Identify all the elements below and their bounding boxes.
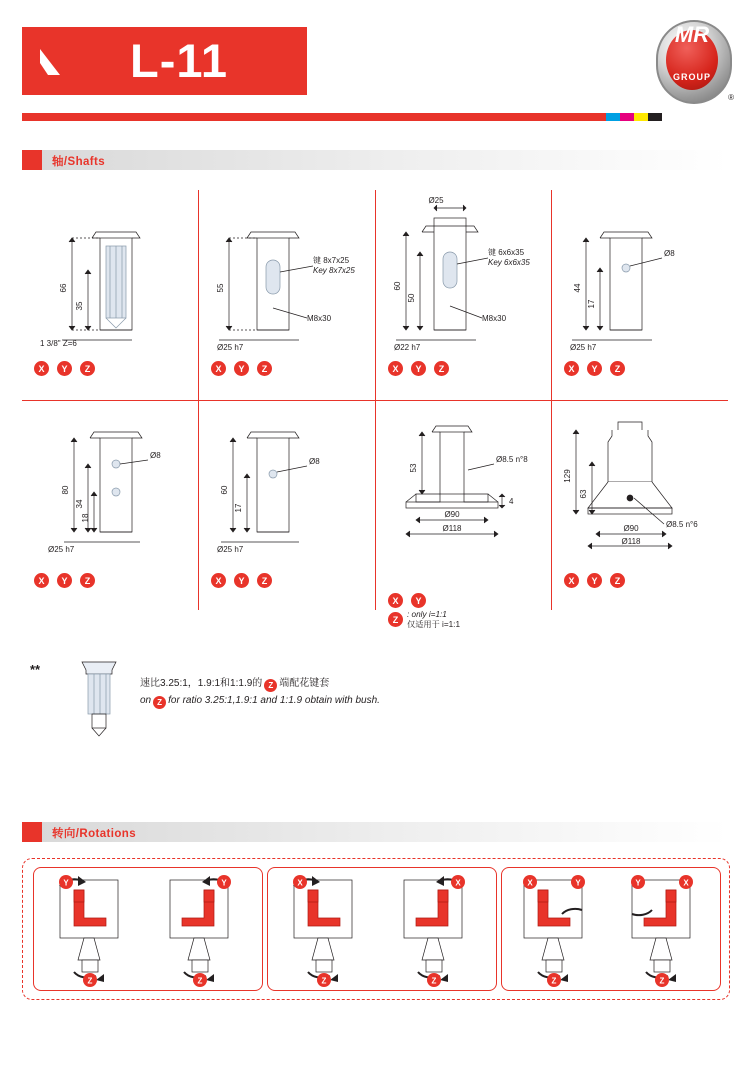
rotation-diagram-4 xyxy=(382,868,492,990)
badge-z: Z xyxy=(257,573,272,588)
badges-4 xyxy=(564,361,625,376)
footnote-cn-b: 端配花键套 xyxy=(279,678,330,689)
rotation-cell-5 xyxy=(502,868,612,990)
badge-z: Z xyxy=(610,361,625,376)
dia-25h7: Ø25 h7 xyxy=(217,343,244,352)
holes-8: Ø8.5 n°8 xyxy=(496,455,528,464)
brand-logo xyxy=(650,14,734,110)
z-note-it: : only i=1:1 xyxy=(407,610,447,619)
chevron-icon xyxy=(38,47,68,77)
page-header xyxy=(0,0,750,130)
footnote-cn-a: 速比3.25:1，1.9:1和1:1.9的 xyxy=(140,678,263,689)
rot-label-top-right: X xyxy=(683,878,689,888)
dim-4: 4 xyxy=(509,497,514,506)
badge-x: X xyxy=(34,573,49,588)
badge-z: Z xyxy=(610,573,625,588)
dia-25h7: Ø25 h7 xyxy=(570,343,597,352)
badge-y: Y xyxy=(411,593,426,608)
badges-6 xyxy=(211,573,272,588)
holes-6: Ø8.5 n°6 xyxy=(666,520,698,529)
badge-z: Z xyxy=(434,361,449,376)
dia-8: Ø8 xyxy=(309,457,320,466)
badge-z-inline-2: Z xyxy=(153,696,166,709)
badge-x: X xyxy=(564,573,579,588)
dia-25h7: Ø25 h7 xyxy=(48,545,75,554)
section-marker-icon-2 xyxy=(22,822,42,842)
badge-x: X xyxy=(34,361,49,376)
shaft-cell-5 xyxy=(22,402,198,612)
rot-label-top: Y xyxy=(63,878,69,888)
footnote-en-b: for ratio 3.25:1,1.9:1 and 1:1.9 obtain with bush. xyxy=(168,695,380,706)
shaft-cell-7 xyxy=(376,402,552,632)
badge-x: X xyxy=(564,361,579,376)
shaft-drawing-8 xyxy=(552,402,728,572)
rot-label-top-left: Y xyxy=(635,878,641,888)
shaft-cell-1 xyxy=(22,190,198,400)
rotation-group-3 xyxy=(501,867,721,991)
rot-label-bottom: Z xyxy=(87,976,93,986)
rotation-cell-2 xyxy=(148,868,258,990)
shaft-drawing-5 xyxy=(22,402,198,572)
z-note-block xyxy=(388,610,460,630)
dia-22h7: Ø22 h7 xyxy=(394,343,421,352)
badges-2 xyxy=(211,361,272,376)
rot-label-top: X xyxy=(297,878,303,888)
shaft-drawing-3 xyxy=(376,190,552,360)
footnote-stars: ** xyxy=(30,662,41,677)
footnote-block xyxy=(22,650,728,760)
cmyk-marks xyxy=(606,113,662,121)
rotation-cell-6 xyxy=(610,868,720,990)
badge-x: X xyxy=(388,361,403,376)
dim-34: 34 xyxy=(75,499,84,509)
dim-35: 35 xyxy=(75,301,84,311)
dim-50: 50 xyxy=(407,293,416,303)
dim-44: 44 xyxy=(573,283,582,293)
rotation-group-1 xyxy=(33,867,263,991)
dim-18: 18 xyxy=(81,513,90,523)
rotation-diagram-6 xyxy=(610,868,720,990)
footnote-en-a: on xyxy=(140,695,152,706)
badge-z: Z xyxy=(388,612,403,627)
rot-label-bottom: Z xyxy=(659,976,665,986)
shaft-cell-3 xyxy=(376,190,552,400)
badges-5 xyxy=(34,573,95,588)
rotation-cell-1 xyxy=(38,868,148,990)
badge-x: X xyxy=(211,361,226,376)
badges-1 xyxy=(34,361,95,376)
shaft-drawing-2 xyxy=(199,190,375,360)
dim-60: 60 xyxy=(220,485,229,495)
header-rule xyxy=(22,113,606,121)
badge-y: Y xyxy=(587,361,602,376)
dia-118: Ø118 xyxy=(621,537,641,546)
footnote-line-en xyxy=(140,695,380,709)
badge-z-inline: Z xyxy=(264,679,277,692)
dim-55: 55 xyxy=(216,283,225,293)
dia-90: Ø90 xyxy=(623,524,639,533)
shaft-drawing-4 xyxy=(552,190,728,360)
shafts-grid xyxy=(22,190,728,629)
rot-label-bottom: Z xyxy=(197,976,203,986)
section-header-rotations xyxy=(22,822,728,842)
rotation-diagram-2 xyxy=(148,868,258,990)
shaft-cell-4 xyxy=(552,190,728,400)
dim-63: 63 xyxy=(579,489,588,499)
dim-17: 17 xyxy=(587,299,596,309)
bush-icon xyxy=(74,656,124,742)
dim-17: 17 xyxy=(234,503,243,513)
dim-129: 129 xyxy=(563,469,572,483)
badge-x: X xyxy=(211,573,226,588)
badge-x: X xyxy=(388,593,403,608)
rotation-group-2 xyxy=(267,867,497,991)
rotation-diagram-3 xyxy=(272,868,382,990)
badge-y: Y xyxy=(234,573,249,588)
rotation-cell-3 xyxy=(272,868,382,990)
key-en: Key 6x6x35 xyxy=(488,258,530,267)
logo-sub-text: GROUP xyxy=(672,72,711,82)
dia-8: Ø8 xyxy=(664,249,675,258)
key-en: Key 8x7x25 xyxy=(313,266,355,275)
dim-spline: 1 3/8" Z=6 xyxy=(40,339,77,348)
badge-y: Y xyxy=(411,361,426,376)
rot-label-top-left: X xyxy=(527,878,533,888)
rot-label-top-right: Y xyxy=(575,878,581,888)
badge-y: Y xyxy=(234,361,249,376)
rot-label-top: Y xyxy=(221,878,227,888)
badge-y: Y xyxy=(57,361,72,376)
dim-60: 60 xyxy=(393,281,402,291)
shaft-cell-8 xyxy=(552,402,728,612)
rotation-diagram-1 xyxy=(38,868,148,990)
dim-53: 53 xyxy=(409,463,418,473)
dim-80: 80 xyxy=(61,485,70,495)
rot-label-bottom: Z xyxy=(431,976,437,986)
rot-label-bottom: Z xyxy=(551,976,557,986)
dia-118: Ø118 xyxy=(442,524,462,533)
badge-y: Y xyxy=(57,573,72,588)
rotation-diagram-5 xyxy=(502,868,612,990)
dim-66: 66 xyxy=(59,283,68,293)
shaft-drawing-6 xyxy=(199,402,375,572)
rotation-cell-4 xyxy=(382,868,492,990)
page-title: L-11 xyxy=(130,34,229,87)
badge-z: Z xyxy=(80,573,95,588)
badges-8 xyxy=(564,573,625,588)
section-label-shafts: 轴/Shafts xyxy=(52,156,106,168)
shaft-drawing-7 xyxy=(376,402,552,572)
shaft-cell-2 xyxy=(199,190,375,400)
shaft-drawing-1 xyxy=(22,190,198,360)
key-cn: 键 8x7x25 xyxy=(313,256,350,265)
badge-y: Y xyxy=(587,573,602,588)
badges-3 xyxy=(388,361,449,376)
footnote-line-cn xyxy=(140,674,329,692)
thread-m8: M8x30 xyxy=(482,314,507,323)
shaft-cell-6 xyxy=(199,402,375,612)
dia-8: Ø8 xyxy=(150,451,161,460)
rot-label-bottom: Z xyxy=(321,976,327,986)
section-marker-icon xyxy=(22,150,42,170)
badge-z: Z xyxy=(257,361,272,376)
badges-7 xyxy=(388,593,426,608)
badge-z: Z xyxy=(80,361,95,376)
section-label-rotations: 转向/Rotations xyxy=(52,828,137,840)
rot-label-top: X xyxy=(455,878,461,888)
logo-brand-text: MR xyxy=(674,22,710,47)
thread-m8: M8x30 xyxy=(307,314,332,323)
dia-25h7: Ø25 h7 xyxy=(217,545,244,554)
rotations-panel xyxy=(22,858,730,1000)
key-cn: 键 6x6x35 xyxy=(488,248,525,257)
dia-90: Ø90 xyxy=(444,510,460,519)
registered-mark: ® xyxy=(728,93,734,102)
z-note-cn: 仅适用于 i=1:1 xyxy=(407,620,461,629)
section-header-shafts xyxy=(22,150,728,170)
dia-25: Ø25 xyxy=(428,196,444,205)
